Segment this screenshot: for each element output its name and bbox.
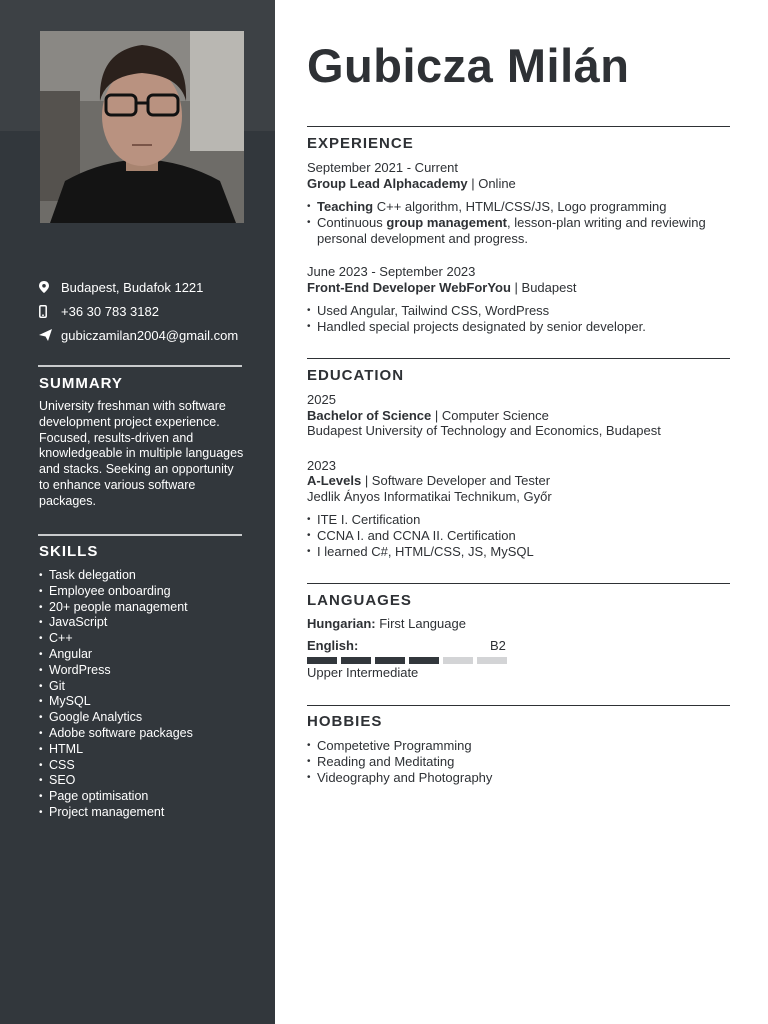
education-bullets xyxy=(307,512,730,559)
job-location: | Budapest xyxy=(510,280,577,295)
hobbies-divider xyxy=(307,705,730,706)
education-school: Budapest University of Technology and Economics, Budapest xyxy=(307,423,661,438)
job-bullet xyxy=(307,215,730,247)
phone-icon xyxy=(39,305,61,318)
summary-divider xyxy=(38,365,242,367)
experience-divider xyxy=(307,126,730,127)
skill-item: • Angular xyxy=(39,647,193,663)
skill-item: • C++ xyxy=(39,631,193,647)
language-english-level: Upper Intermediate xyxy=(307,665,419,680)
skill-item: • WordPress xyxy=(39,663,193,679)
skill-item: • SEO xyxy=(39,773,193,789)
phone-text: +36 30 783 3182 xyxy=(61,303,159,319)
skill-item: • Adobe software packages xyxy=(39,726,193,742)
job-title-line xyxy=(307,176,516,191)
language-name: English: xyxy=(307,638,359,653)
skills-divider xyxy=(38,534,242,536)
candidate-name: Gubicza Milán xyxy=(307,39,630,92)
level-segment-empty xyxy=(477,657,507,664)
skill-item: • Git xyxy=(39,679,193,695)
job-role: Group Lead Alphacademy xyxy=(307,176,468,191)
contact-address xyxy=(39,275,249,299)
job-dates: June 2023 - September 2023 xyxy=(307,264,476,279)
language-english-code: B2 xyxy=(490,638,506,653)
contact-phone xyxy=(39,299,249,323)
languages-divider xyxy=(307,583,730,584)
education-year: 2025 xyxy=(307,392,336,407)
education-bullet: • I learned C#, HTML/CSS, JS, MySQL xyxy=(307,544,730,560)
skill-item: • Employee onboarding xyxy=(39,584,193,600)
bullet-text: C++ algorithm, HTML/CSS/JS, Logo programming xyxy=(373,199,667,214)
email-text[interactable]: gubiczamilan2004@gmail.com xyxy=(61,327,239,343)
hobby-item: • Competetive Programming xyxy=(307,738,730,754)
skill-item: • MySQL xyxy=(39,694,193,710)
bullet-text: , lesson-plan writing and reviewing personal development and progress. xyxy=(317,214,706,246)
education-bullet: • CCNA I. and CCNA II. Certification xyxy=(307,528,730,544)
address-text: Budapest, Budafok 1221 xyxy=(61,279,204,295)
job-bullets xyxy=(307,199,730,246)
language-name: Hungarian: xyxy=(307,616,376,631)
language-level: First Language xyxy=(375,616,466,631)
education-school: Jedlik Ányos Informatikai Technikum, Győr xyxy=(307,489,552,504)
job-bullets xyxy=(307,303,730,335)
job-dates: September 2021 - Current xyxy=(307,160,459,175)
english-level-bar xyxy=(307,657,507,664)
education-heading: EDUCATION xyxy=(307,367,405,384)
skill-item: • Google Analytics xyxy=(39,710,193,726)
job-role: Front-End Developer WebForYou xyxy=(307,280,511,295)
level-segment-filled xyxy=(375,657,405,664)
education-degree: A-Levels xyxy=(307,473,362,488)
education-degree: Bachelor of Science xyxy=(307,408,432,423)
skill-item: • 20+ people management xyxy=(39,600,193,616)
language-hungarian xyxy=(307,616,466,631)
skill-item: • Task delegation xyxy=(39,568,193,584)
job-bullet xyxy=(307,199,730,215)
bullet-bold: Teaching xyxy=(317,199,374,214)
skill-item: • Project management xyxy=(39,805,193,821)
bullet-text: Continuous xyxy=(317,214,387,230)
job-location: | Online xyxy=(467,176,516,191)
contact-email xyxy=(39,323,249,347)
contact-info xyxy=(39,275,249,347)
sidebar xyxy=(0,0,275,1024)
skill-item: • HTML xyxy=(39,742,193,758)
education-field: | Software Developer and Tester xyxy=(361,473,551,488)
education-field: | Computer Science xyxy=(431,408,549,423)
education-divider xyxy=(307,358,730,359)
summary-heading: SUMMARY xyxy=(39,375,123,392)
level-segment-empty xyxy=(443,657,473,664)
skills-list xyxy=(39,568,193,821)
job-bullet: • Handled special projects designated by senior developer. xyxy=(307,319,730,335)
education-degree-line xyxy=(307,473,550,488)
hobbies-heading: HOBBIES xyxy=(307,713,383,730)
summary-text: University freshman with software development project experience. Focused, results-driven and knowledgeable in multiple languages and stacks. Seeking an opportunity to enhance various software packages. xyxy=(39,399,244,508)
level-segment-filled xyxy=(307,657,337,664)
experience-heading: EXPERIENCE xyxy=(307,135,414,152)
education-year: 2023 xyxy=(307,458,336,473)
level-segment-filled xyxy=(409,657,439,664)
hobbies-list xyxy=(307,738,730,785)
profile-photo xyxy=(40,31,244,223)
bullet-bold: group management xyxy=(386,214,508,230)
hobby-item: • Videography and Photography xyxy=(307,770,730,786)
education-bullet: • ITE I. Certification xyxy=(307,512,730,528)
skill-item: • Page optimisation xyxy=(39,789,193,805)
job-bullet: • Used Angular, Tailwind CSS, WordPress xyxy=(307,303,730,319)
location-pin-icon xyxy=(39,281,61,293)
hobby-item: • Reading and Meditating xyxy=(307,754,730,770)
job-title-line xyxy=(307,280,576,295)
level-segment-filled xyxy=(341,657,371,664)
education-degree-line xyxy=(307,408,549,423)
skills-heading: SKILLS xyxy=(39,543,99,560)
skill-item: • CSS xyxy=(39,758,193,774)
send-icon xyxy=(39,329,61,341)
languages-heading: LANGUAGES xyxy=(307,592,412,609)
language-english-label xyxy=(307,638,358,653)
skill-item: • JavaScript xyxy=(39,615,193,631)
